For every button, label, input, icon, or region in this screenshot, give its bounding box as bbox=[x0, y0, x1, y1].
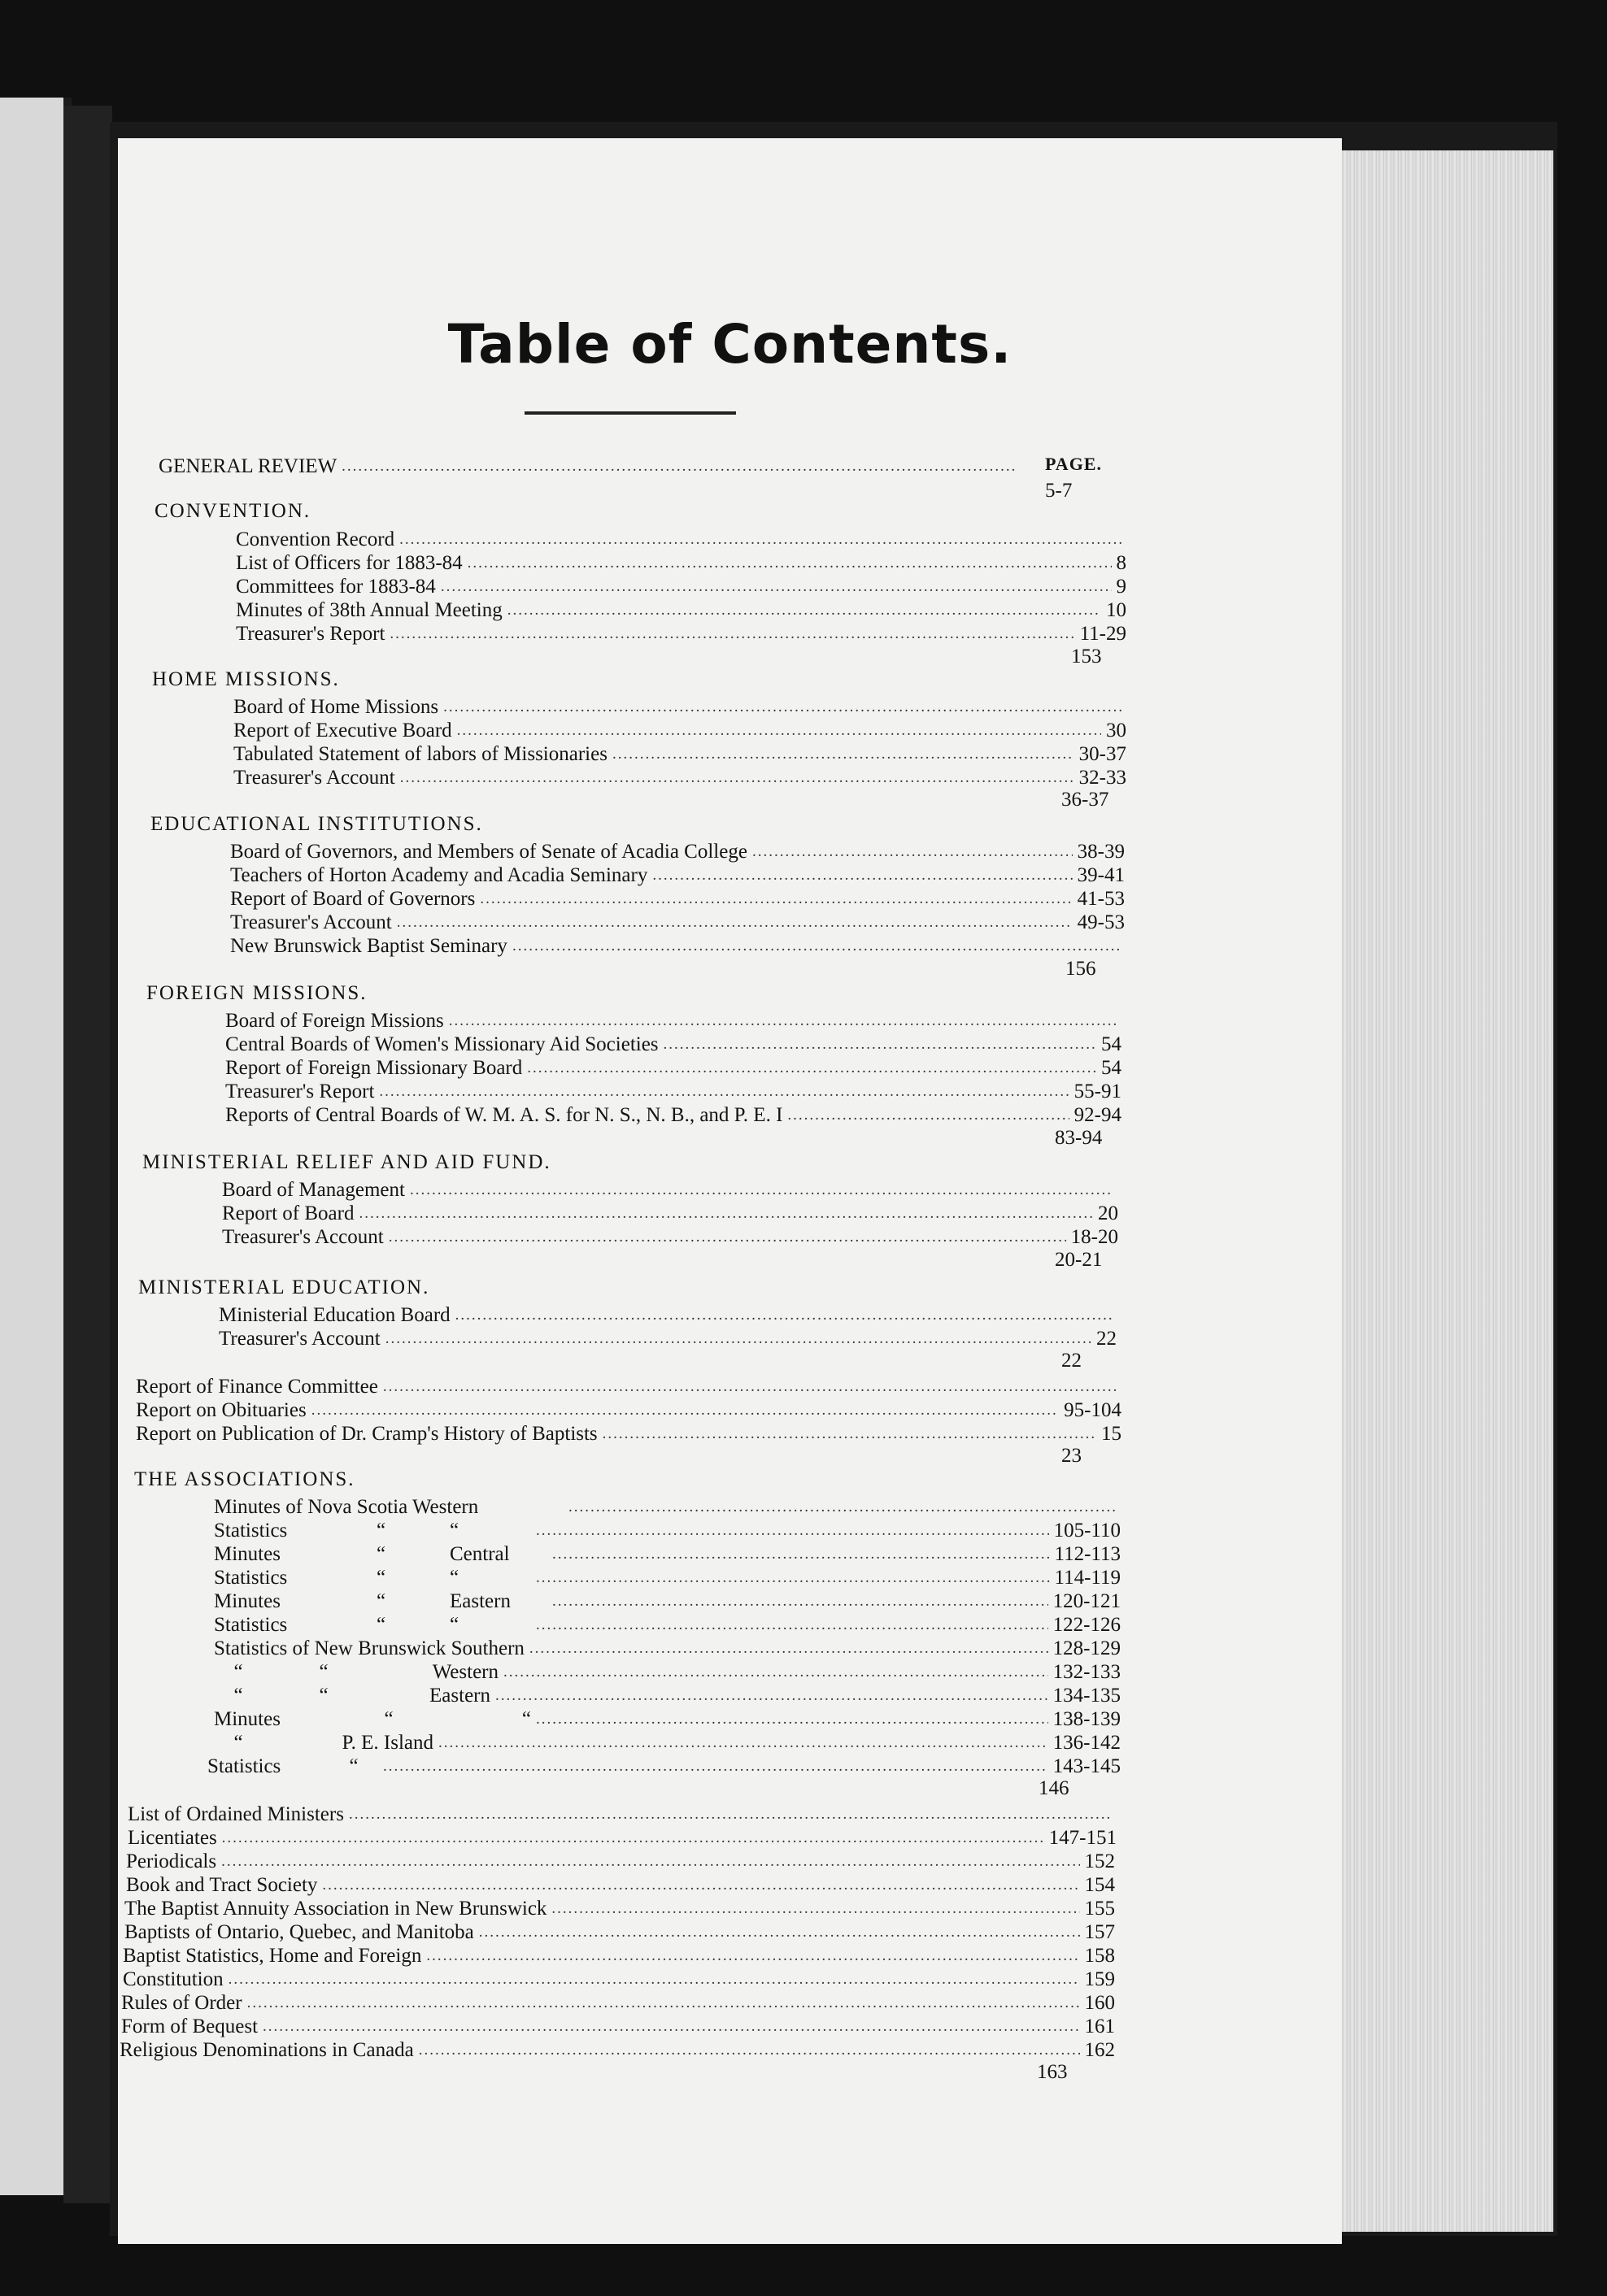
ditto-mark: “ bbox=[521, 1708, 531, 1730]
entry-pages: 157 bbox=[1084, 1921, 1115, 1943]
entry-label: Report of Foreign Missionary Board bbox=[225, 1057, 523, 1079]
association-name: Statistics bbox=[207, 1755, 281, 1777]
section-heading: MINISTERIAL RELIEF AND AID FUND. bbox=[142, 1151, 551, 1173]
entry-pages: 92-94 bbox=[1074, 1104, 1121, 1126]
ditto-mark: “ bbox=[377, 1614, 386, 1636]
association-region: Central bbox=[450, 1543, 510, 1565]
section-heading: FOREIGN MISSIONS. bbox=[146, 982, 368, 1004]
entry-label: Reports of Central Boards of W. M. A. S. for N. S., N. B., and P. E. I bbox=[225, 1104, 783, 1126]
dot-leader bbox=[652, 864, 1072, 887]
entry-pages: 20 bbox=[1098, 1202, 1118, 1224]
entry-label: Committees for 1883-84 bbox=[236, 576, 436, 598]
entry-pages: 161 bbox=[1084, 2016, 1115, 2037]
entry-label: Board of Management bbox=[222, 1179, 405, 1201]
association-row bbox=[214, 1612, 1121, 1637]
toc-entry bbox=[233, 765, 1126, 789]
entry-label: Treasurer's Account bbox=[222, 1226, 384, 1248]
entry-pages: 154 bbox=[1084, 1874, 1115, 1896]
toc-entry bbox=[124, 1920, 1115, 1944]
toc-entry bbox=[120, 2037, 1115, 2062]
entry-pages: 5-7 bbox=[1045, 480, 1073, 502]
association-row bbox=[214, 1683, 1121, 1707]
dot-leader bbox=[221, 1850, 1079, 1873]
entry-pages: 83-94 bbox=[1055, 1127, 1103, 1149]
entry-pages: 112-113 bbox=[1054, 1543, 1121, 1565]
entry-pages: 146 bbox=[1039, 1777, 1069, 1799]
entry-label: Treasurer's Report bbox=[236, 623, 385, 645]
entry-label: Minutes of 38th Annual Meeting bbox=[236, 599, 503, 621]
dot-leader bbox=[349, 1803, 1112, 1826]
entry-pages: 122-126 bbox=[1052, 1614, 1121, 1636]
ditto-mark: “ bbox=[377, 1520, 386, 1542]
ditto-mark: “ bbox=[319, 1661, 329, 1683]
entry-label: Report on Obituaries bbox=[136, 1399, 307, 1421]
toc-entry bbox=[222, 1201, 1118, 1225]
toc-entry bbox=[136, 1398, 1121, 1422]
dot-leader bbox=[479, 1921, 1080, 1944]
dot-leader bbox=[311, 1399, 1059, 1422]
entry-pages: 162 bbox=[1084, 2039, 1115, 2061]
toc-entry bbox=[230, 910, 1125, 934]
entry-label: Treasurer's Report bbox=[225, 1081, 375, 1102]
dot-leader bbox=[568, 1496, 1116, 1519]
table-of-contents bbox=[118, 138, 1342, 2244]
entry-pages: 159 bbox=[1084, 1968, 1115, 1990]
entry-pages: 15 bbox=[1101, 1423, 1121, 1445]
entry-pages: 30-37 bbox=[1078, 743, 1126, 765]
entry-label: Treasurer's Account bbox=[233, 767, 395, 789]
entry-pages: 147-151 bbox=[1048, 1827, 1117, 1849]
toc-entry bbox=[236, 527, 1126, 551]
entry-pages: 11-29 bbox=[1079, 623, 1126, 645]
entry-pages: 55-91 bbox=[1074, 1081, 1121, 1102]
dot-leader bbox=[507, 599, 1101, 622]
entry-pages: 9 bbox=[1116, 576, 1126, 598]
dot-leader bbox=[449, 1010, 1117, 1033]
entry-label: Report of Board of Governors bbox=[230, 888, 476, 910]
entry-label: Periodicals bbox=[126, 1850, 217, 1872]
association-row bbox=[214, 1636, 1121, 1660]
entry-pages: 153 bbox=[1071, 646, 1102, 667]
entry-pages: 39-41 bbox=[1077, 864, 1125, 886]
dot-leader bbox=[752, 841, 1073, 863]
section-heading: CONVENTION. bbox=[155, 500, 311, 522]
entry-label: Report on Publication of Dr. Cramp's History of Baptists bbox=[136, 1423, 598, 1445]
association-name: Minutes bbox=[214, 1590, 281, 1612]
association-region: “ bbox=[450, 1567, 459, 1589]
association-row bbox=[214, 1542, 1121, 1566]
entry-label: Treasurer's Account bbox=[230, 911, 392, 933]
toc-entry bbox=[126, 1872, 1115, 1897]
association-name: Statistics bbox=[214, 1614, 288, 1636]
entry-pages: 143-145 bbox=[1052, 1755, 1121, 1777]
dot-leader bbox=[359, 1202, 1093, 1225]
entry-pages: 54 bbox=[1101, 1057, 1121, 1079]
dot-leader bbox=[503, 1661, 1048, 1684]
dot-leader bbox=[438, 1732, 1048, 1755]
dot-leader bbox=[787, 1104, 1069, 1127]
dot-leader bbox=[457, 720, 1101, 742]
toc-entry bbox=[124, 1896, 1115, 1920]
dot-leader bbox=[552, 1590, 1048, 1613]
entry-pages: 136-142 bbox=[1052, 1732, 1121, 1754]
entry-label: Central Boards of Women's Missionary Aid Societies bbox=[225, 1033, 659, 1055]
entry-pages: 158 bbox=[1084, 1945, 1115, 1967]
association-row bbox=[214, 1565, 1121, 1589]
toc-entry bbox=[233, 694, 1126, 719]
dot-leader bbox=[552, 1543, 1050, 1566]
entry-pages: 95-104 bbox=[1064, 1399, 1121, 1421]
ditto-mark: “ bbox=[233, 1732, 243, 1754]
toc-entry bbox=[225, 1079, 1121, 1103]
entry-pages: 49-53 bbox=[1077, 911, 1125, 933]
toc-entry bbox=[222, 1177, 1118, 1202]
dot-leader bbox=[397, 911, 1073, 934]
entry-pages: 132-133 bbox=[1052, 1661, 1121, 1683]
toc-entry bbox=[225, 1008, 1121, 1033]
association-region: P. E. Island bbox=[342, 1732, 433, 1754]
dot-leader bbox=[664, 1033, 1096, 1056]
entry-pages: 128-129 bbox=[1052, 1637, 1121, 1659]
dot-leader bbox=[536, 1614, 1048, 1637]
toc-entry bbox=[236, 550, 1126, 575]
toc-entry bbox=[233, 741, 1126, 766]
association-name: Minutes bbox=[214, 1543, 281, 1565]
association-name: Statistics of New Brunswick Southern bbox=[214, 1637, 525, 1659]
ditto-mark: “ bbox=[319, 1685, 329, 1707]
dot-leader bbox=[612, 743, 1074, 766]
entry-pages: 54 bbox=[1101, 1033, 1121, 1055]
entry-pages: 23 bbox=[1061, 1445, 1082, 1467]
dot-leader bbox=[385, 1328, 1091, 1350]
toc-entry bbox=[136, 1421, 1121, 1446]
entry-pages: 120-121 bbox=[1052, 1590, 1121, 1612]
entry-pages: 138-139 bbox=[1052, 1708, 1121, 1730]
entry-label: GENERAL REVIEW bbox=[159, 455, 338, 477]
section-heading: HOME MISSIONS. bbox=[152, 668, 340, 690]
association-name: Minutes bbox=[214, 1708, 281, 1730]
toc-entry bbox=[123, 1943, 1115, 1968]
toc-entry bbox=[230, 886, 1125, 911]
entry-label: Licentiates bbox=[128, 1827, 217, 1849]
entry-label: Book and Tract Society bbox=[126, 1874, 318, 1896]
toc-entry bbox=[128, 1802, 1117, 1826]
section-heading: EDUCATIONAL INSTITUTIONS. bbox=[150, 813, 483, 835]
section-heading: THE ASSOCIATIONS. bbox=[134, 1468, 355, 1490]
entry-label: Teachers of Horton Academy and Acadia Seminary bbox=[230, 864, 648, 886]
entry-label: Form of Bequest bbox=[121, 2016, 259, 2037]
toc-entry bbox=[225, 1102, 1121, 1127]
association-region: “ bbox=[450, 1520, 459, 1542]
toc-entry bbox=[230, 839, 1125, 863]
dot-leader bbox=[342, 455, 1016, 478]
dot-leader bbox=[512, 935, 1120, 958]
dot-leader bbox=[468, 552, 1112, 575]
entry-pages: 32-33 bbox=[1078, 767, 1126, 789]
ditto-mark: “ bbox=[377, 1543, 386, 1565]
entry-label: List of Officers for 1883-84 bbox=[236, 552, 463, 574]
entry-pages: 38-39 bbox=[1077, 841, 1125, 863]
entry-pages: 134-135 bbox=[1052, 1685, 1121, 1707]
entry-label: Report of Board bbox=[222, 1202, 355, 1224]
association-name: Statistics bbox=[214, 1520, 288, 1542]
association-region: Western bbox=[432, 1661, 499, 1683]
entry-label: Board of Foreign Missions bbox=[225, 1010, 444, 1032]
entry-label: Treasurer's Account bbox=[219, 1328, 381, 1350]
ditto-mark: “ bbox=[233, 1685, 243, 1707]
entry-pages: 22 bbox=[1061, 1350, 1082, 1372]
entry-label: Baptists of Ontario, Quebec, and Manitoba bbox=[124, 1921, 474, 1943]
page-title: Table of Contents. bbox=[447, 313, 1013, 376]
ditto-mark: “ bbox=[377, 1567, 386, 1589]
dot-leader bbox=[390, 623, 1074, 646]
entry-label: Convention Record bbox=[236, 528, 395, 550]
toc-entry bbox=[225, 1055, 1121, 1080]
dot-leader bbox=[379, 1081, 1069, 1103]
toc-entry bbox=[230, 933, 1125, 958]
dot-leader bbox=[529, 1637, 1048, 1660]
dot-leader bbox=[536, 1567, 1050, 1589]
dot-leader bbox=[222, 1827, 1044, 1850]
entry-pages: 152 bbox=[1084, 1850, 1115, 1872]
entry-pages: 163 bbox=[1037, 2061, 1068, 2083]
entry-label: Baptist Statistics, Home and Foreign bbox=[123, 1945, 422, 1967]
page-column-header: PAGE. bbox=[1045, 454, 1102, 474]
entry-label: The Baptist Annuity Association in New Brunswick bbox=[124, 1898, 547, 1920]
left-page bbox=[0, 98, 72, 2195]
entry-pages: 22 bbox=[1096, 1328, 1117, 1350]
toc-entry bbox=[123, 1967, 1115, 1991]
toc-entry bbox=[121, 2014, 1115, 2038]
entry-label: Tabulated Statement of labors of Missionaries bbox=[233, 743, 608, 765]
entry-label: Rules of Order bbox=[121, 1992, 242, 2014]
entry-pages: 155 bbox=[1084, 1898, 1115, 1920]
section-heading: MINISTERIAL EDUCATION. bbox=[138, 1276, 430, 1298]
entry-label: Religious Denominations in Canada bbox=[120, 2039, 414, 2061]
association-region: Eastern bbox=[450, 1590, 511, 1612]
entry-label: New Brunswick Baptist Seminary bbox=[230, 935, 507, 957]
toc-entry bbox=[236, 574, 1126, 598]
toc-entry bbox=[159, 454, 1021, 478]
entry-pages: 20-21 bbox=[1055, 1249, 1103, 1271]
entry-pages: 105-110 bbox=[1053, 1520, 1121, 1542]
ditto-mark: “ bbox=[384, 1708, 394, 1730]
dot-leader bbox=[322, 1874, 1079, 1897]
dot-leader bbox=[383, 1376, 1117, 1398]
dot-leader bbox=[441, 576, 1112, 598]
dot-leader bbox=[495, 1685, 1048, 1707]
dot-leader bbox=[480, 888, 1072, 911]
association-name: Statistics bbox=[214, 1567, 288, 1589]
dot-leader bbox=[229, 1968, 1080, 1991]
toc-entry bbox=[219, 1326, 1117, 1350]
dot-leader bbox=[400, 767, 1074, 789]
association-row bbox=[214, 1494, 1121, 1519]
entry-label: Report of Executive Board bbox=[233, 720, 452, 741]
toc-entry bbox=[126, 1849, 1115, 1873]
entry-pages: 18-20 bbox=[1070, 1226, 1118, 1248]
ditto-mark: “ bbox=[349, 1755, 359, 1777]
entry-pages: 160 bbox=[1084, 1992, 1115, 2014]
entry-pages: 114-119 bbox=[1054, 1567, 1121, 1589]
association-row bbox=[214, 1518, 1121, 1542]
toc-entry bbox=[230, 863, 1125, 887]
entry-pages: 8 bbox=[1116, 552, 1126, 574]
ditto-mark: “ bbox=[233, 1661, 243, 1683]
dot-leader bbox=[410, 1179, 1113, 1202]
entry-label: Ministerial Education Board bbox=[219, 1304, 451, 1326]
binding-gutter bbox=[63, 106, 112, 2203]
association-row bbox=[214, 1659, 1121, 1684]
dot-leader bbox=[419, 2039, 1080, 2062]
toc-entry bbox=[128, 1825, 1117, 1850]
entry-pages: 36-37 bbox=[1061, 789, 1109, 811]
dot-leader bbox=[527, 1057, 1096, 1080]
association-row bbox=[214, 1589, 1121, 1613]
dot-leader bbox=[443, 696, 1121, 719]
ditto-mark: “ bbox=[377, 1590, 386, 1612]
toc-entry bbox=[236, 621, 1126, 646]
association-name: Minutes of Nova Scotia Western bbox=[214, 1496, 479, 1518]
entry-pages: 156 bbox=[1065, 958, 1096, 980]
association-row bbox=[207, 1754, 1121, 1778]
dot-leader bbox=[536, 1520, 1049, 1542]
entry-label: Board of Home Missions bbox=[233, 696, 439, 718]
dot-leader bbox=[551, 1898, 1079, 1920]
toc-entry bbox=[236, 598, 1126, 622]
dot-leader bbox=[536, 1708, 1048, 1731]
toc-entry bbox=[121, 1990, 1115, 2015]
dot-leader bbox=[399, 528, 1121, 551]
page-fore-edge bbox=[1326, 150, 1553, 2232]
association-region: “ bbox=[450, 1614, 459, 1636]
association-region: Eastern bbox=[429, 1685, 490, 1707]
toc-entry bbox=[222, 1224, 1118, 1249]
association-row bbox=[214, 1730, 1121, 1755]
toc-entry bbox=[233, 718, 1126, 742]
toc-entry bbox=[225, 1032, 1121, 1056]
association-row bbox=[214, 1707, 1121, 1731]
toc-entry bbox=[219, 1302, 1117, 1327]
dot-leader bbox=[455, 1304, 1112, 1327]
entry-label: List of Ordained Ministers bbox=[128, 1803, 344, 1825]
entry-label: Report of Finance Committee bbox=[136, 1376, 378, 1398]
entry-pages: 41-53 bbox=[1077, 888, 1125, 910]
entry-pages: 30 bbox=[1106, 720, 1126, 741]
contents-page bbox=[118, 138, 1342, 2244]
dot-leader bbox=[603, 1423, 1096, 1446]
dot-leader bbox=[383, 1755, 1048, 1778]
entry-pages: 10 bbox=[1106, 599, 1126, 621]
dot-leader bbox=[389, 1226, 1066, 1249]
dot-leader bbox=[263, 2016, 1079, 2038]
entry-label: Constitution bbox=[123, 1968, 224, 1990]
toc-entry bbox=[136, 1374, 1121, 1398]
dot-leader bbox=[426, 1945, 1079, 1968]
dot-leader bbox=[247, 1992, 1080, 2015]
entry-label: Board of Governors, and Members of Senate of Acadia College bbox=[230, 841, 747, 863]
